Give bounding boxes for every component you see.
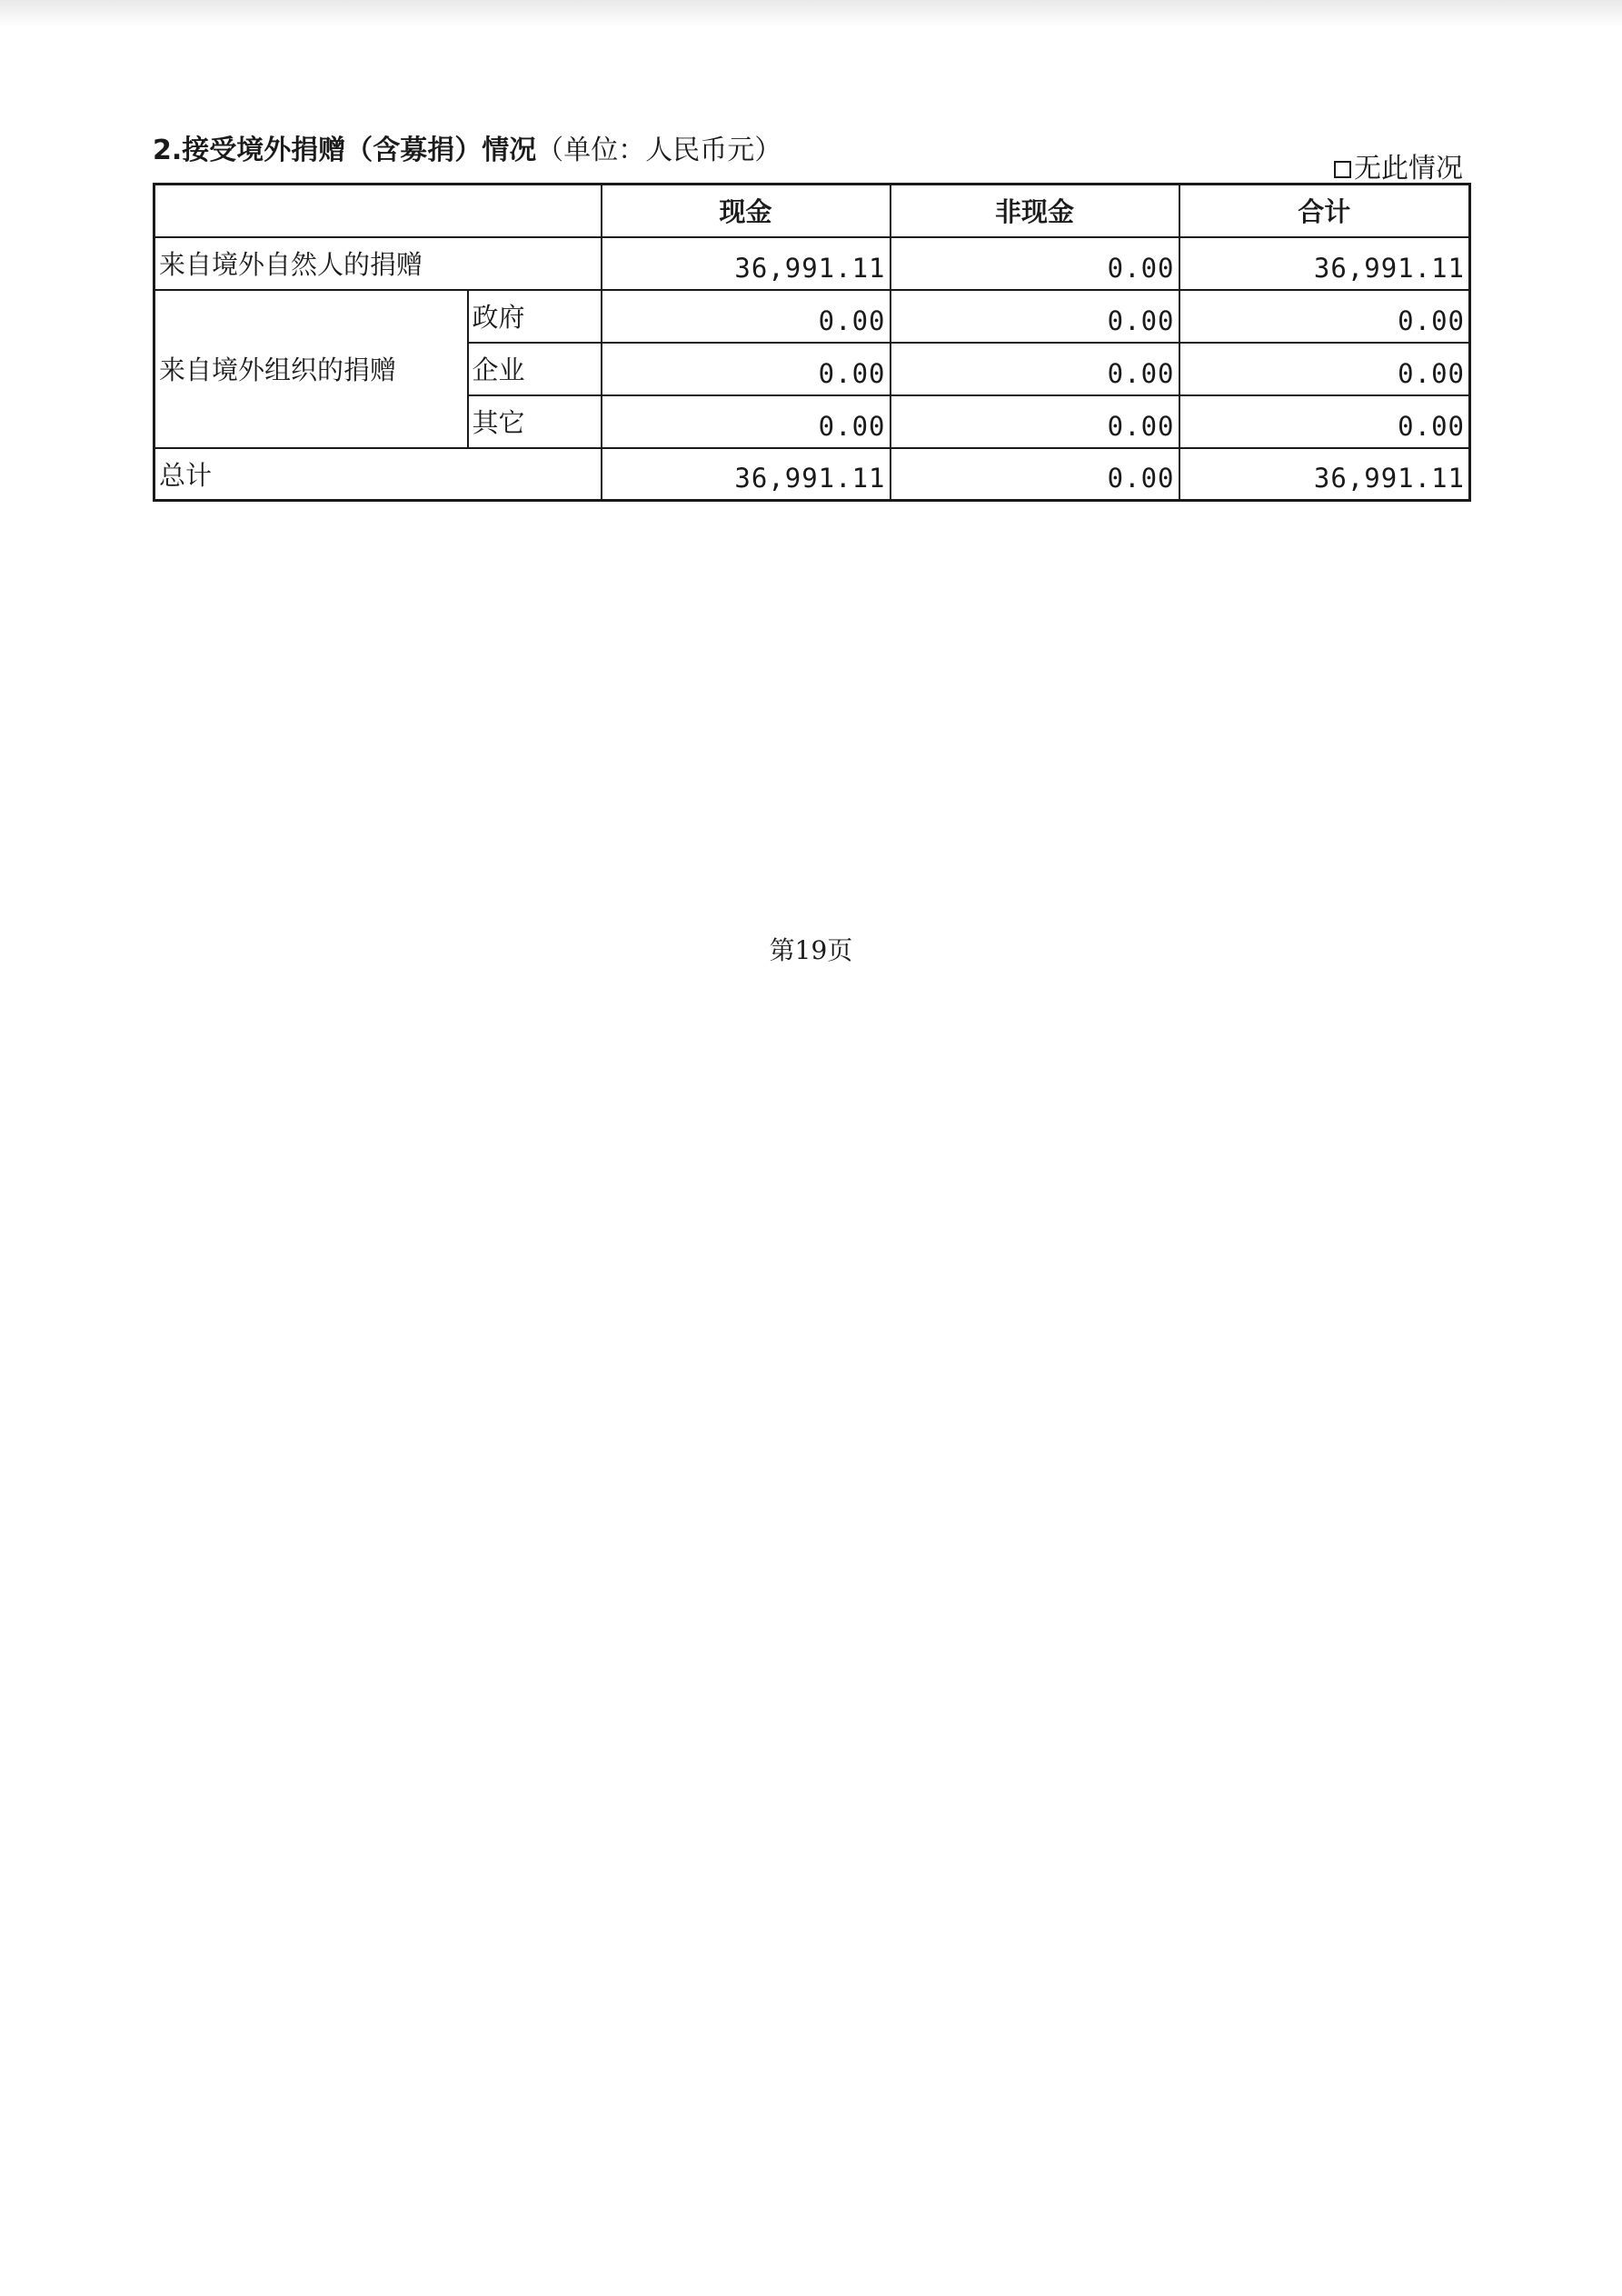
no-such-situation-option[interactable] [1334, 151, 1463, 187]
table-row [154, 290, 1470, 343]
row-label-grand-total: 总计 [154, 448, 602, 501]
cell-total: 36,991.11 [1179, 237, 1470, 290]
cell-total: 36,991.11 [1179, 448, 1470, 501]
cell-non-cash: 0.00 [891, 395, 1179, 448]
cell-total: 0.00 [1179, 395, 1470, 448]
checkbox-icon[interactable] [1334, 161, 1351, 178]
table-header-row [154, 185, 1470, 237]
row-label-government: 政府 [468, 290, 602, 343]
header-cash: 现金 [602, 185, 891, 237]
table-row-total [154, 448, 1470, 501]
cell-total: 0.00 [1179, 290, 1470, 343]
cell-non-cash: 0.00 [891, 448, 1179, 501]
section-unit: （单位：人民币元） [536, 135, 782, 166]
header-blank-cell [154, 185, 602, 237]
cell-cash: 36,991.11 [602, 237, 891, 290]
section-title-text: 接受境外捐赠（含募捐）情况 [182, 135, 537, 166]
row-label-other: 其它 [468, 395, 602, 448]
section-title [153, 133, 781, 169]
row-group-label-organizations: 来自境外组织的捐赠 [154, 290, 468, 448]
header-non-cash: 非现金 [891, 185, 1179, 237]
section-number: 2. [153, 135, 183, 166]
cell-non-cash: 0.00 [891, 290, 1179, 343]
cell-non-cash: 0.00 [891, 237, 1179, 290]
cell-cash: 0.00 [602, 343, 891, 395]
table-row [154, 237, 1470, 290]
no-such-situation-label: 无此情况 [1354, 153, 1463, 185]
header-total: 合计 [1179, 185, 1470, 237]
cell-total: 0.00 [1179, 343, 1470, 395]
scan-edge-shade [0, 0, 1622, 27]
cell-cash: 36,991.11 [602, 448, 891, 501]
row-label-natural-persons: 来自境外自然人的捐赠 [154, 237, 602, 290]
cell-cash: 0.00 [602, 395, 891, 448]
cell-non-cash: 0.00 [891, 343, 1179, 395]
row-label-enterprise: 企业 [468, 343, 602, 395]
overseas-donations-table [153, 183, 1471, 502]
cell-cash: 0.00 [602, 290, 891, 343]
page-number: 第19页 [769, 935, 853, 965]
